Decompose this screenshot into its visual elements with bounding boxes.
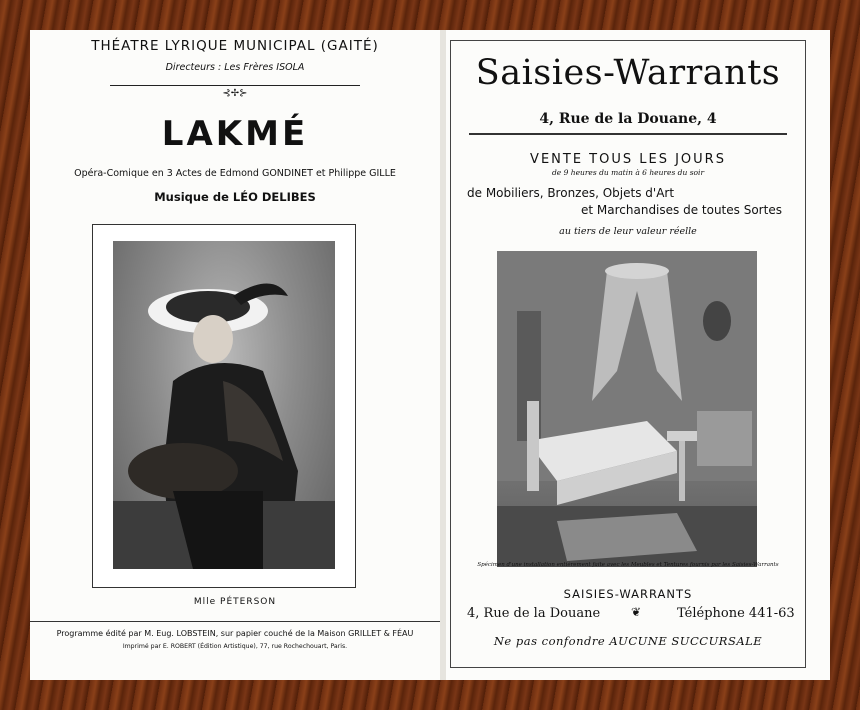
ad-title: Saisies-Warrants [475,53,781,93]
opera-credit: Opéra-Comique en 3 Actes de Edmond GONDINET et Philippe GILLE [74,168,396,179]
divider-rule [110,85,360,86]
goods-line-1: de Mobiliers, Bronzes, Objets d'Art [467,186,675,200]
portrait-caption: Mlle PÉTERSON [193,597,277,607]
portrait-frame [92,224,356,588]
footer-name: SAISIES-WARRANTS [563,587,693,601]
bedroom-photo [497,251,757,567]
directors-line: Directeurs : Les Frères ISOLA [165,62,305,73]
left-page [30,30,440,680]
opera-title: LAKMÉ [161,114,309,154]
sale-hours: de 9 heures du matin à 6 heures du soir [551,168,705,177]
theatre-name: THÉATRE LYRIQUE MUNICIPAL (GAITÉ) [91,38,379,54]
sale-heading: VENTE TOUS LES JOURS [530,152,726,167]
ornament-icon: ⊰✢⊱ [222,88,248,99]
portrait-photo [113,241,335,569]
fleuron-icon: ❦ [631,605,642,619]
printer-credit: Imprimé par E. ROBERT (Édition Artistique), 77, rue Rochechouart, Paris. [122,643,348,650]
ad-rule [469,133,787,135]
page-fold [440,30,446,680]
music-credit: Musique de LÉO DELIBES [154,190,316,204]
program-publisher: Programme édité par M. Eug. LOBSTEIN, sur papier couché de la Maison GRILLET & FÉAU [56,629,414,638]
photo-caption: Spécimen d'une installation entièrement faite avec les Meubles et Tentures fournis par les Saisies-Warrants [477,562,779,568]
footer-phone: Téléphone 441-63 [677,606,795,621]
footer-rule [30,621,440,622]
bedroom-illustration [497,251,757,567]
footer-note: Ne pas confondre AUCUNE SUCCURSALE [493,634,763,648]
portrait-illustration [113,241,335,569]
ad-address: 4, Rue de la Douane, 4 [539,111,717,127]
goods-line-2: et Marchandises de toutes Sortes [581,203,782,217]
footer-address: 4, Rue de la Douane [467,606,601,621]
advertisement-page [450,40,806,668]
price-note: au tiers de leur valeur réelle [559,226,697,237]
